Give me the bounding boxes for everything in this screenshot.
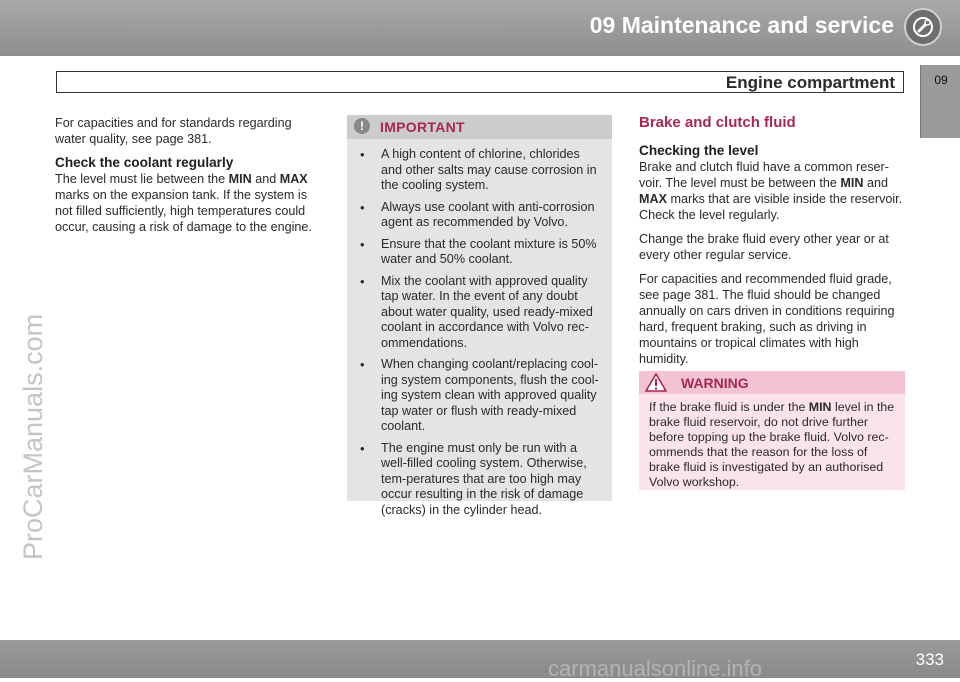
side-tab-label: 09 — [934, 73, 948, 87]
list-item: • When changing coolant/replacing cool-ing system components, flush the cool-ing system clean with approved quality tap water or flush with ready-mixed coolant. — [347, 357, 602, 435]
important-box — [347, 115, 612, 517]
important-list — [347, 139, 612, 518]
max-label: MAX — [639, 192, 667, 206]
coolant-heading: Check the coolant regularly — [55, 155, 234, 170]
list-item: • Ensure that the coolant mixture is 50% water and 50% coolant. — [347, 237, 602, 268]
chapter-side-tab — [920, 65, 960, 138]
page-number: 333 — [915, 650, 944, 669]
important-title: IMPORTANT — [380, 119, 465, 135]
brake-fluid-title: Brake and clutch fluid — [639, 114, 796, 131]
list-item: • Mix the coolant with approved quality tap water. In the event of any doubt about water quality, used ready-mixed coolant in accordance with Volvo rec-ommendations. — [347, 274, 602, 352]
exclamation-circle-icon: ! — [354, 118, 370, 134]
side-watermark: ProCarManuals.com — [18, 313, 48, 560]
list-item: • The engine must only be run with a well-filled cooling system. Otherwise, tem-peratures that are too high may occur resulting in the risk of damage (cracks) in the cylinder head. — [347, 441, 602, 519]
min-label: MIN — [808, 400, 832, 414]
important-header — [347, 115, 612, 139]
intro-paragraph: For capacities and for standards regarding water quality, see page 381. — [55, 116, 292, 146]
checking-level-heading: Checking the level — [639, 143, 759, 158]
right-column — [639, 115, 911, 375]
chapter-title: 09 Maintenance and service — [589, 12, 894, 38]
brake-paragraph-2: Change the brake fluid every other year or at every other regular service. — [639, 232, 889, 262]
max-label: MAX — [279, 172, 308, 186]
warning-text: If the brake fluid is under the MIN level in the brake fluid reservoir, do not drive further before topping up the brake fluid. Volvo rec-ommends that the reason for the loss of brake fluid is investigated by an authorised Volvo workshop. — [649, 400, 895, 489]
warning-triangle-icon — [645, 373, 667, 392]
section-title: Engine compartment — [725, 73, 895, 92]
warning-header — [639, 371, 905, 394]
list-item: • A high content of chlorine, chlorides and other salts may cause corrosion in the cooling system. — [347, 147, 602, 194]
min-label: MIN — [840, 176, 864, 190]
footer-bar — [0, 640, 960, 678]
section-header-bar — [56, 71, 904, 93]
left-column — [55, 115, 325, 243]
coolant-paragraph: The level must lie between the MIN and MAX marks on the expansion tank. If the system is not filled sufficiently, high temperatures could occur, causing a risk of damage to the engine. — [55, 172, 312, 234]
chapter-header-bar — [0, 0, 960, 56]
brake-paragraph-1: Brake and clutch fluid have a common reser-voir. The level must be between the MIN and MAX marks that are visible inside the reservoir. Check the level regularly. — [639, 160, 903, 222]
list-item: • Always use coolant with anti-corrosion agent as recommended by Volvo. — [347, 200, 602, 231]
warning-box — [639, 371, 905, 490]
min-label: MIN — [228, 172, 252, 186]
brake-paragraph-3: For capacities and recommended fluid grade, see page 381. The fluid should be changed annually on cars driven in conditions requiring hard, frequent braking, such as driving in mountains or tropical climates with high humidity. — [639, 272, 895, 366]
warning-title: WARNING — [681, 375, 749, 391]
wrench-icon — [904, 8, 942, 46]
bottom-watermark: carmanualsonline.info — [548, 656, 763, 681]
